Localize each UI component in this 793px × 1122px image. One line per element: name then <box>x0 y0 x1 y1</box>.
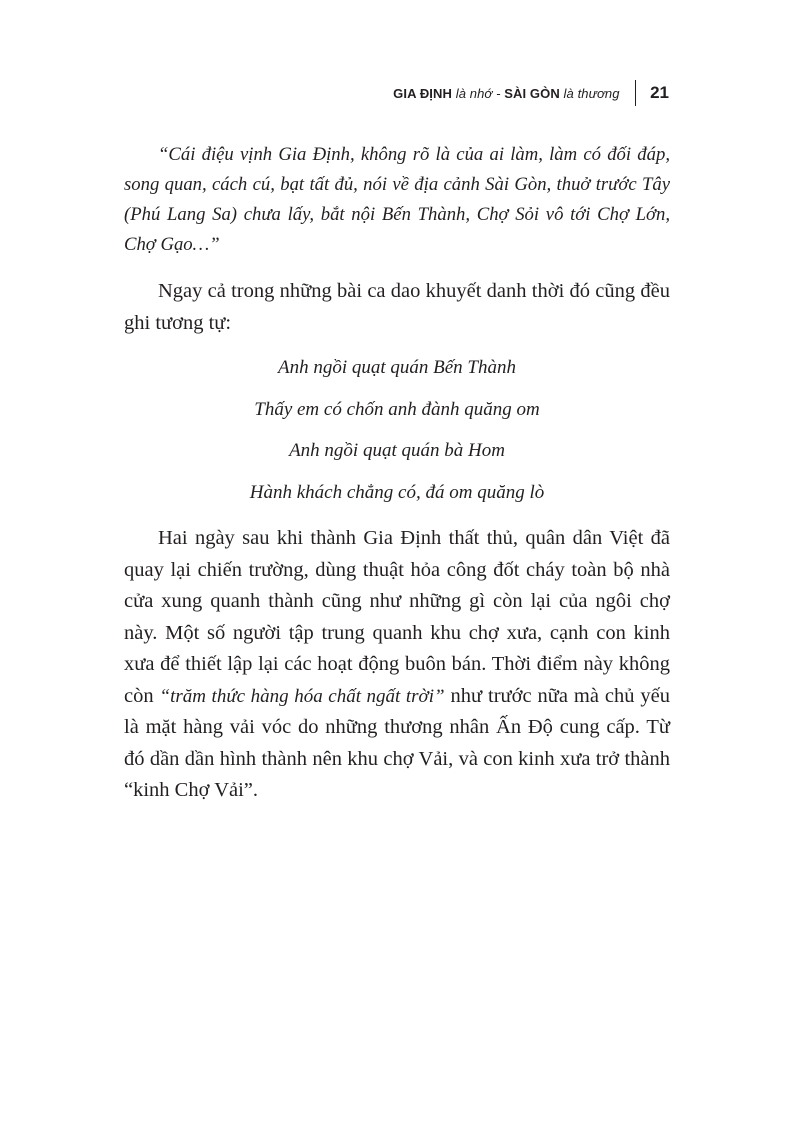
header-divider <box>635 80 637 106</box>
running-title-part1-italic: là nhớ - <box>452 85 505 101</box>
running-title-part1: GIA ĐỊNH <box>393 85 452 101</box>
paragraph-history-part1: Hai ngày sau khi thành Gia Định thất thủ, quân dân Việt đã quay lại chiến trường, dùng thuật hỏa công đốt cháy toàn bộ nhà cửa xung quanh thành cũng như những gì còn lại của ngôi chợ này. Một số người tập trung quanh khu chợ xưa, cạnh con kinh xưa để thiết lập lại các hoạt động buôn bán. Thời điểm này không còn <box>124 527 670 707</box>
paragraph-intro: Ngay cả trong những bài ca dao khuyết danh thời đó cũng đều ghi tương tự: <box>124 280 670 334</box>
verse-line: Anh ngồi quạt quán Bến Thành <box>277 357 517 378</box>
folk-verse <box>124 347 670 513</box>
page-body <box>124 140 670 807</box>
running-title-part2-italic: là thương <box>559 85 620 101</box>
running-title <box>393 86 619 101</box>
paragraph-history-quote: “trăm thức hàng hóa chất ngất trời” <box>159 685 445 707</box>
paragraph-history-part2: như trước nữa mà chủ yếu là mặt hàng vải vóc do những thương nhân Ấn Độ cung cấp. Từ đó dần dần hình thành nên khu chợ Vải, và con kinh xưa trở thành “kinh Chợ Vải”. <box>124 684 670 801</box>
verse-line: Anh ngồi quạt quán bà Hom <box>289 440 505 461</box>
paragraph-history <box>124 523 670 807</box>
running-title-part2: SÀI GÒN <box>504 85 560 101</box>
block-quote-text: “Cái điệu vịnh Gia Định, không rõ là của ai làm, làm có đối đáp, song quan, cách cú, bạt tất đủ, nói về địa cảnh Sài Gòn, thuở trước Tây (Phú Lang Sa) chưa lấy, bắt nội Bến Thành, Chợ Sỏi vô tới Chợ Lớn, Chợ Gạo…” <box>124 144 670 255</box>
verse-line: Thấy em có chốn anh đành quăng om <box>254 398 540 420</box>
running-header <box>393 80 669 106</box>
verse-line: Hành khách chẳng có, đá om quăng lò <box>249 481 545 503</box>
page-number: 21 <box>650 83 669 102</box>
block-quote <box>124 140 670 260</box>
